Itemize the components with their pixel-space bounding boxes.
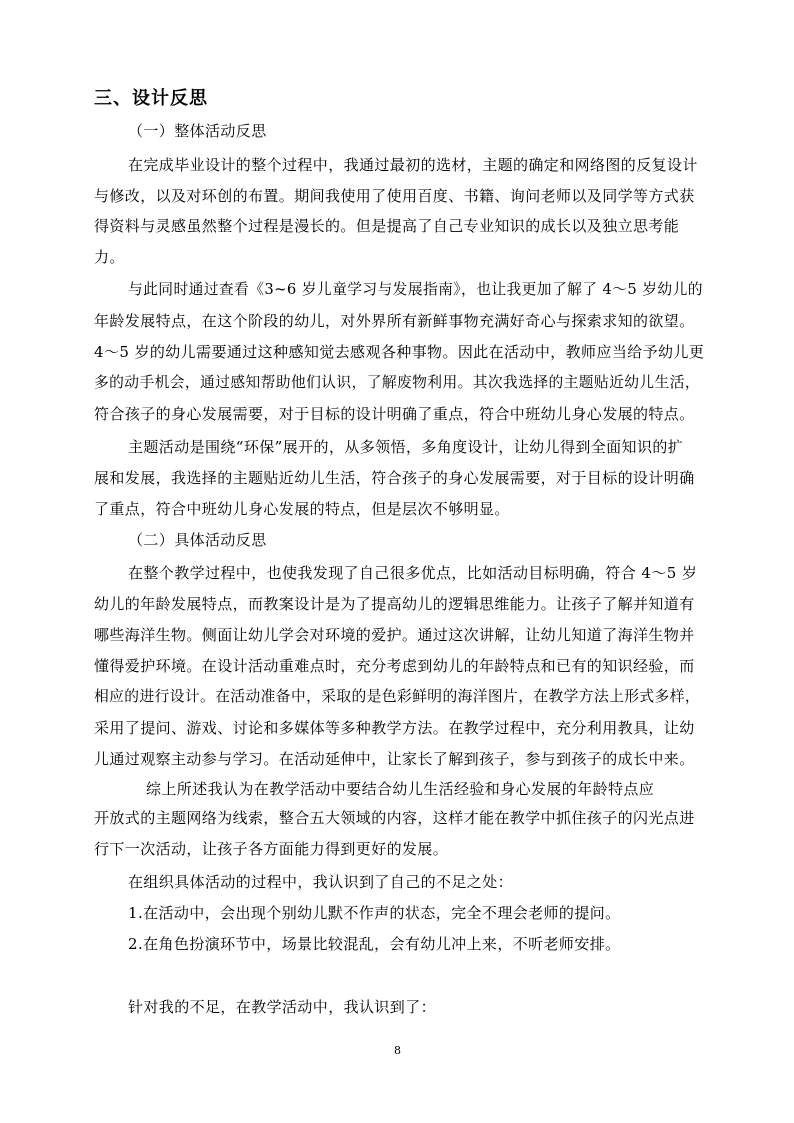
text-line: 相应的进行设计。在活动准备中，采取的是色彩鲜明的海洋图片，在教学方法上形式多样， [94,688,700,705]
text-line: 行下一次活动，让孩子各方面能力得到更好的发展。 [94,840,449,858]
text-line: 力。 [94,248,125,266]
paragraph-shortcomings-intro: 在组织具体活动的过程中，我认识到了自己的不足之处： [128,873,514,891]
text-line: 在完成毕业设计的整个过程中，我通过最初的选材，主题的确定和网络图的反复设计 [128,156,698,174]
text-line: 开放式的主题网络为线索，整合五大领域的内容，这样才能在教学中抓住孩子的闪光点进 [94,809,695,827]
text-line: 与此同时通过查看《3~6 岁儿童学习与发展指南》，也让我更加了解了 4～5 岁幼儿的 [128,281,703,298]
text-line: 展和发展，我选择的主题贴近幼儿生活，符合孩子的身心发展需要，对于目标的设计明确 [94,469,695,487]
page-number: 8 [394,1044,401,1057]
text-line: 符合孩子的身心发展需要，对于目标的设计明确了重点，符合中班幼儿身心发展的特点。 [94,405,695,423]
list-item: 2.在角色扮演环节中，场景比较混乱，会有幼儿冲上来，不听老师安排。 [128,935,621,953]
text-line: 懂得爱护环境。在设计活动重难点时，充分考虑到幼儿的年龄特点和已有的知识经验，而 [94,657,695,675]
list-item: 1.在活动中，会出现个别幼儿默不作声的状态，完全不理会老师的提问。 [128,904,621,922]
text-line: 多的动手机会，通过感知帮助他们认识，了解废物利用。其次我选择的主题贴近幼儿生活， [94,374,700,391]
subsection-heading-1: （一）整体活动反思 [128,122,267,140]
text-line: 幼儿的年龄发展特点，而教案设计是为了提高幼儿的逻辑思维能力。让孩子了解并知道有 [94,595,695,613]
text-line: 儿通过观察主动参与学习。在活动延伸中，让家长了解到孩子，参与到孩子的成长中来。 [94,750,695,768]
subsection-heading-2: （二）具体活动反思 [128,531,267,549]
text-line: 在整个教学过程中，也使我发现了自己很多优点，比如活动目标明确，符合 4～5 岁 [128,564,698,582]
text-line: 与修改，以及对环创的布置。期间我使用了使用百度、书籍、询问老师以及同学等方式获 [94,187,695,205]
section-heading: 三、设计反思 [94,88,208,109]
text-line: 综上所述我认为在教学活动中要结合幼儿生活经验和身心发展的年龄特点应 [146,780,655,798]
text-line: 年龄发展特点，在这个阶段的幼儿，对外界所有新鲜事物充满好奇心与探索求知的欲望。 [94,312,695,330]
text-line: 采用了提问、游戏、讨论和多媒体等多种教学方法。在教学过程中，充分利用教具，让幼 [94,719,695,737]
text-line: 主题活动是围绕“环保”展开的，从多领悟，多角度设计，让幼儿得到全面知识的扩 [128,438,684,456]
text-line: 哪些海洋生物。侧面让幼儿学会对环境的爱护。通过这次讲解，让幼儿知道了海洋生物并 [94,626,695,644]
text-line: 了重点，符合中班幼儿身心发展的特点，但是层次不够明显。 [94,500,510,518]
text-line: 4～5 岁的幼儿需要通过这种感知觉去感观各种事物。因此在活动中，教师应当给予幼儿更 [94,343,705,361]
text-line: 得资料与灵感虽然整个过程是漫长的。但是提高了自己专业知识的成长以及独立思考能 [94,217,680,235]
paragraph-closing: 针对我的不足，在教学活动中，我认识到了： [128,998,437,1016]
